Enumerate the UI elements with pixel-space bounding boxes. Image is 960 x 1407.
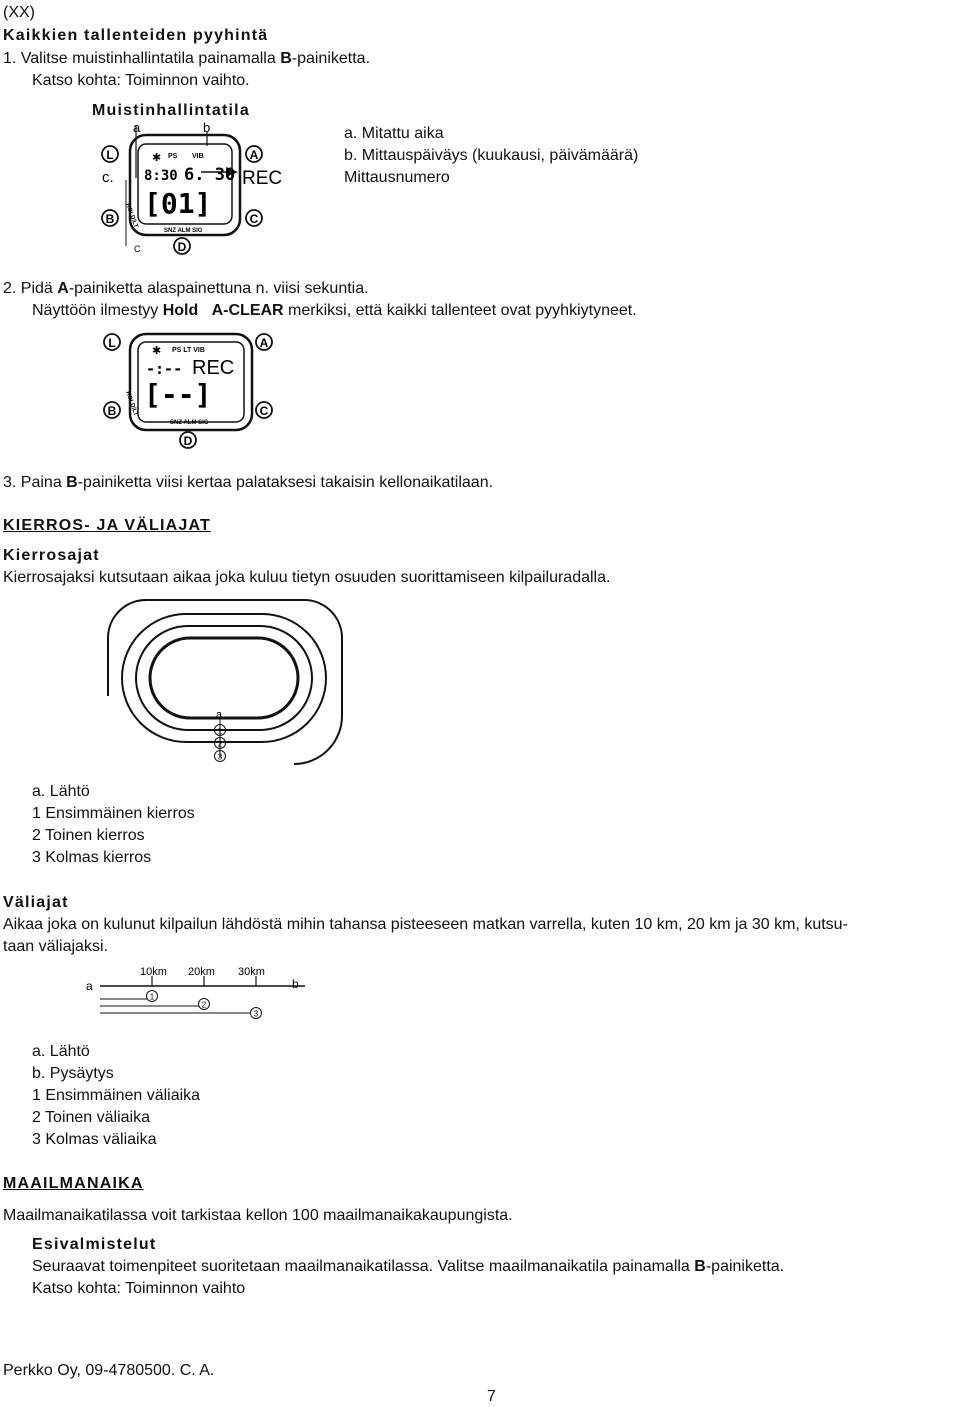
world-line1: Seuraavat toimenpiteet suoritetaan maailmanaikatilassa. Valitse maailmanaikatila painamalla B-painiketta. [32,1258,785,1275]
laps-subheading: Kierrosajat [3,547,100,564]
step-1-line1: 1. Valitse muistinhallintatila painamalla B-painiketta. [3,50,371,67]
split-diagram [86,962,310,1024]
svg-text:1: 1 [149,992,155,1002]
lap-legend-item: a. Lähtö [32,783,90,800]
track-diagram [104,596,344,768]
splits-description-line2: taan väliajaksi. [3,938,108,955]
split-legend-item: 1 Ensimmäinen väliaika [32,1087,201,1104]
svg-text:C: C [259,404,269,418]
button-c [246,210,262,226]
display-side-left: HOLD/LT [124,202,139,229]
watch-illustration-memory [96,118,296,258]
button-b [102,210,118,226]
lap-legend-item: 2 Toinen kierros [32,827,145,844]
display-top-vib: VIB [192,153,204,160]
split-legend-item: 3 Kolmas väliaika [32,1131,157,1148]
display-time: 8:30 [144,168,178,184]
splits-subheading: Väliajat [3,894,69,911]
watch-illustration-clear [100,328,280,452]
svg-text:2: 2 [217,739,223,749]
splits-description-line1: Aikaa joka on kulunut kilpailun lähdöstä mihin tahansa pisteeseen matkan varrella, kuten 10 km, 20 km ja 30 km, kutsu- [3,916,848,933]
legend-b: b. Mittauspäiväys (kuukausi, päivämäärä) [344,147,639,164]
callout-b: b [203,120,211,135]
display-date: 6. 30 [184,165,236,185]
track-label-a: a [216,709,223,721]
world-subheading: Esivalmistelut [32,1236,157,1253]
button-a [256,334,272,350]
lap-legend-item: 1 Ensimmäinen kierros [32,805,195,822]
split-legend-item: a. Lähtö [32,1043,90,1060]
svg-text:3: 3 [253,1009,259,1019]
lap-legend-item: 3 Kolmas kierros [32,849,152,866]
split-label-1 [147,991,158,1002]
svg-text:B: B [105,212,115,226]
world-heading: MAAILMANAIKA [3,1175,144,1192]
track-label-3 [215,751,226,762]
split-legend-item: 2 Toinen väliaika [32,1109,151,1126]
display-rec: REC [242,168,283,189]
bluetooth-icon: ✱ [152,152,162,164]
display-rec: REC [192,357,235,379]
display-bottom: SNZ ALM SIG [164,228,203,234]
doc-code: (XX) [3,4,35,21]
display-top-ps: PS [168,153,178,160]
svg-text:D: D [177,240,187,254]
figure-title: Muistinhallintatila [92,102,250,119]
km-10-label: 10km [140,966,167,978]
step-2-line2: Näyttöön ilmestyy Hold A-CLEAR merkiksi, että kaikki tallenteet ovat pyyhkiytyneet. [32,302,637,319]
button-d [174,238,190,254]
callout-c: c. [102,169,114,186]
button-l [104,334,120,350]
step-3: 3. Paina B-painiketta viisi kertaa palataksesi takaisin kellonaikatilaan. [3,474,494,491]
svg-text:A: A [249,148,259,162]
legend-a: a. Mitattu aika [344,125,444,142]
split-legend-item: b. Pysäytys [32,1065,114,1082]
svg-text:3: 3 [217,752,223,762]
button-c [256,402,272,418]
legend-c: Mittausnumero [344,169,450,186]
page-number: 7 [487,1388,496,1405]
callout-c-bottom: C [134,244,141,254]
world-line2: Katso kohta: Toiminnon vaihto [32,1280,246,1297]
km-20-label: 20km [188,966,215,978]
display-number: [--] [144,378,212,411]
display-side-left: HOLD/LT [124,390,139,417]
svg-text:C: C [249,212,259,226]
step-2-line1: 2. Pidä A-painiketta alaspainettuna n. viisi sekuntia. [3,280,369,297]
display-row1: -:-- [146,360,183,378]
laps-heading: KIERROS- JA VÄLIAJAT [3,517,212,534]
svg-text:A: A [259,336,269,350]
button-b [104,402,120,418]
km-30-label: 30km [238,966,265,978]
button-l [102,146,118,162]
display-top: PS LT VIB [172,347,205,354]
footer-company: Perkko Oy, 09-4780500. C. A. [3,1362,215,1379]
split-label-3 [251,1008,262,1019]
svg-text:L: L [106,148,114,162]
laps-description: Kierrosajaksi kutsutaan aikaa joka kuluu tietyn osuuden suorittamiseen kilpailuradalla. [3,569,611,586]
button-d [180,432,196,448]
callout-a: a [133,120,141,135]
svg-text:1: 1 [217,726,223,736]
split-label-a: a [86,979,93,993]
svg-text:L: L [108,336,116,350]
svg-text:B: B [107,404,117,418]
display-number: [01] [144,187,212,220]
svg-text:2: 2 [201,1000,207,1010]
section-title: Kaikkien tallenteiden pyyhintä [3,27,269,44]
world-description: Maailmanaikatilassa voit tarkistaa kellon 100 maailmanaikakaupungista. [3,1207,513,1224]
display-bottom: SNZ ALM SIG [170,420,209,426]
button-a [246,146,262,162]
split-label-b: b [292,977,299,991]
step-1-line2: Katso kohta: Toiminnon vaihto. [32,72,250,89]
bluetooth-icon: ✱ [152,345,162,357]
split-label-2 [199,999,210,1010]
svg-text:D: D [183,434,193,448]
